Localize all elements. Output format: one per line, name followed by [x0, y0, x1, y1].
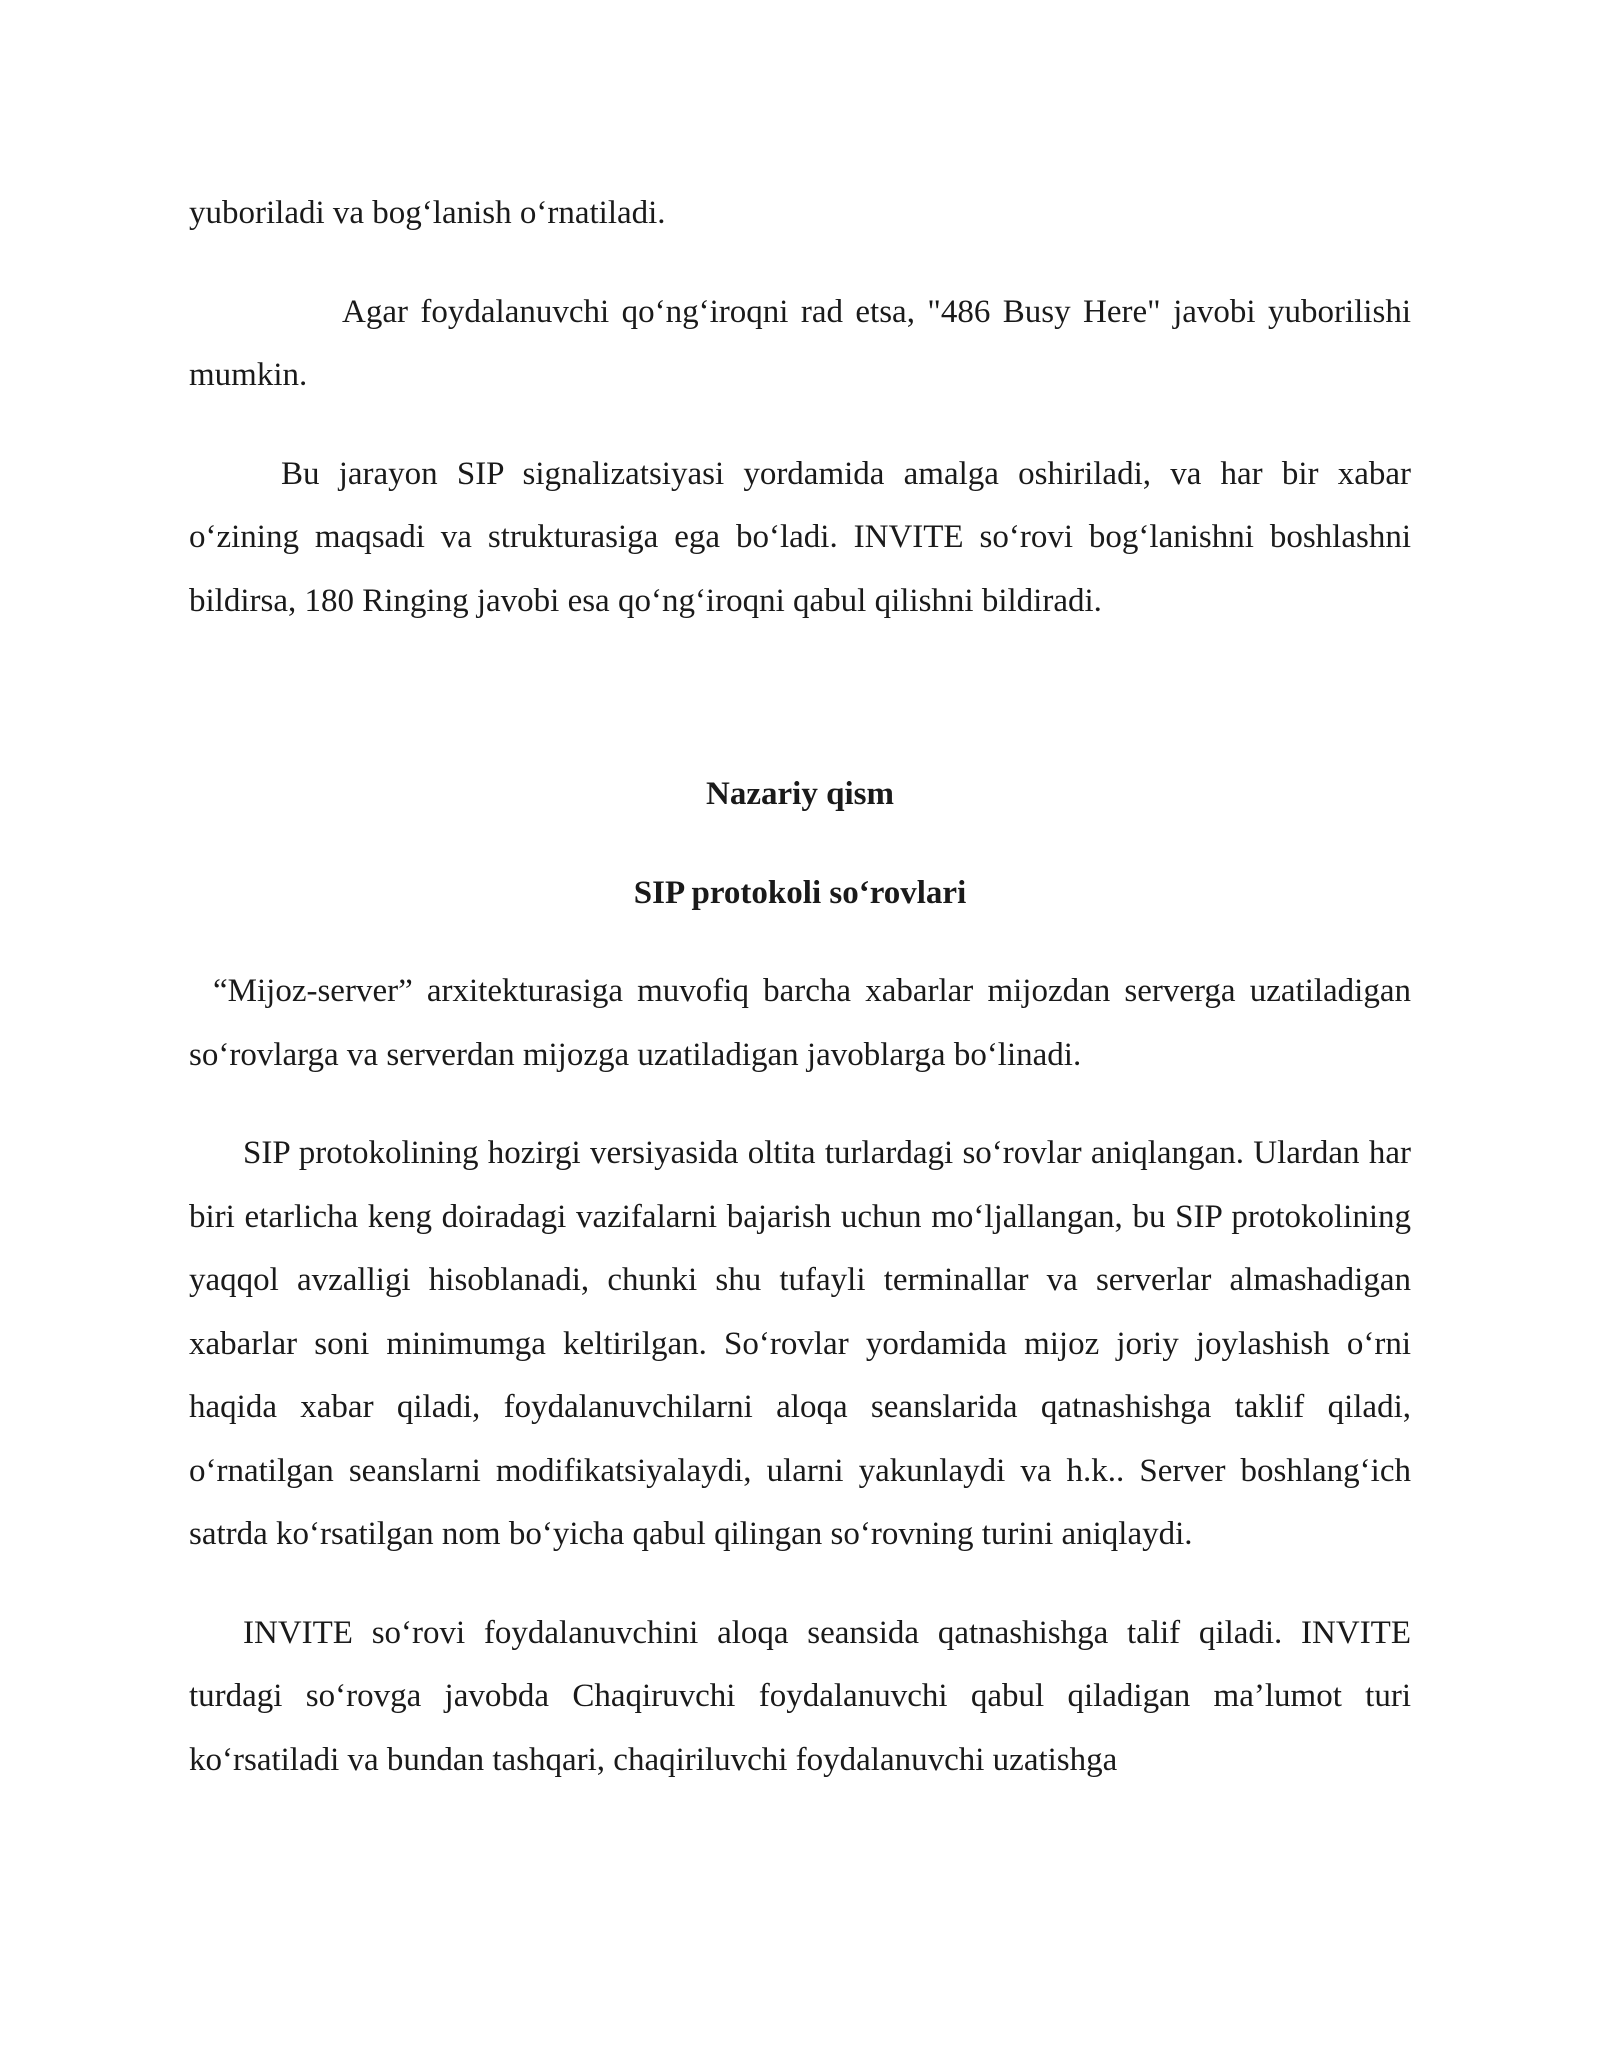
paragraph-client-server: “Mijoz-server” arxitekturasiga muvofiq barcha xabarlar mijozdan serverga uzatiladigan so‘rovlarga va serverdan mijozga uzatiladigan javoblarga bo‘linadi. [189, 973, 1411, 1073]
paragraph-invite: INVITE so‘rovi foydalanuvchini aloqa seansida qatnashishga talif qiladi. INVITE turdagi so‘rovga javobda Chaqiruvchi foydalanuvchi qabul qiladigan ma’lumot turi ko‘rsatiladi va bundan tashqari, chaqiriluvchi foydalanuvchi uzatishga [189, 1614, 1411, 1778]
paragraph-sip-signaling: Bu jarayon SIP signalizatsiyasi yordamida amalga oshiriladi, va har bir xabar o‘zining maqsadi va strukturasiga ega bo‘ladi. INVITE so‘rovi bog‘lanishni boshlashni bildirsa, 180 Ringing javobi esa qo‘ng‘iroqni qabul qilishni bildiradi. [189, 455, 1411, 619]
paragraph-continuation: yuboriladi va bog‘lanish o‘rnatiladi. [189, 195, 666, 231]
paragraph-request-types: SIP protokolining hozirgi versiyasida oltita turlardagi so‘rovlar aniqlangan. Ulardan har biri etarlicha keng doiradagi vazifalarni bajarish uchun mo‘ljallangan, bu SIP protokolining yaqqol avzalligi hisoblanadi, chunki shu tufayli terminallar va serverlar almashadigan xabarlar soni minimumga keltirilgan. So‘rovlar yordamida mijoz joriy joylashish o‘rni haqida xabar qiladi, foydalanuvchilarni aloqa seanslarida qatnashishga taklif qiladi, o‘rnatilgan seanslarni modifikatsiyalaydi, ularni yakunlaydi va h.k.. Server boshlang‘ich satrda ko‘rsatilgan nom bo‘yicha qabul qilingan so‘rovning turini aniqlaydi. [189, 1135, 1411, 1552]
section-title: Nazariy qism [706, 776, 894, 812]
document-page [189, 182, 1411, 1792]
subsection-title: SIP protokoli so‘rovlari [633, 874, 967, 911]
paragraph-busy-here: Agar foydalanuvchi qo‘ng‘iroqni rad etsa, "486 Busy Here" javobi yuborilishi mumkin. [189, 293, 1411, 393]
